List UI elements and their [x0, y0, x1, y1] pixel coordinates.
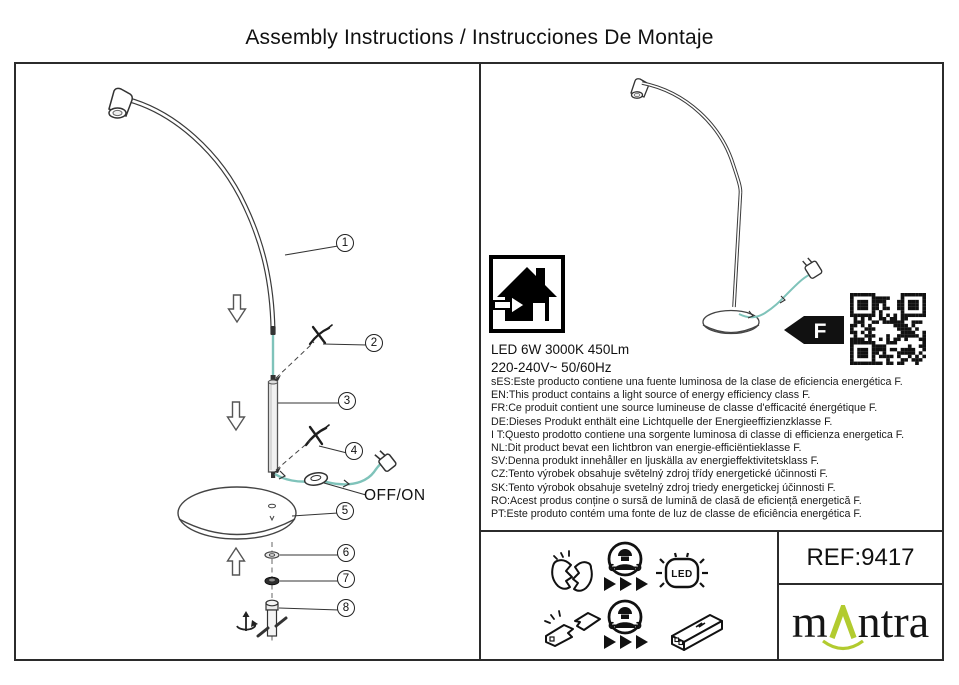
language-line: EN:This product contains a light source of energy efficiency class F. — [491, 389, 811, 402]
brand-caret-icon — [829, 605, 857, 639]
exploded-lamp-diagram — [16, 64, 479, 663]
power-cord — [275, 459, 386, 484]
led-lamp-icon — [655, 552, 709, 596]
led-label: LED — [671, 569, 693, 580]
nut — [265, 577, 279, 585]
inline-switch — [304, 471, 329, 487]
language-line: sES:Este producto contiene una fuente luminosa de la clase de eficiencia energética F. — [491, 376, 903, 388]
lamp-base — [178, 487, 296, 539]
language-notes — [491, 376, 943, 521]
part-label-1: 1 — [336, 234, 354, 252]
arc-arm — [122, 98, 276, 335]
language-line: SK:Tento výrobok obsahuje svetelný zdroj triedy energetickej účinnosti F. — [491, 481, 836, 494]
technician-icon — [606, 540, 644, 578]
rotate-icon — [237, 611, 258, 631]
language-line: DE:Dieses Produkt enthält eine Lichtquelle der Energieeffizienzklasse F. — [491, 415, 833, 428]
brand-text-left: m — [791, 596, 828, 647]
main-frame — [14, 62, 944, 661]
part-label-6: 6 — [337, 544, 355, 562]
arrows-right-icon — [604, 576, 650, 592]
down-arrow-icon — [229, 295, 246, 322]
language-line: FR:Ce produit contient une source lumineuse de classe d'efficacité énergétique F. — [491, 402, 878, 415]
switch-label: OFF/ON — [364, 487, 426, 504]
part-label-3: 3 — [338, 392, 356, 410]
broken-driver-icon — [542, 604, 604, 654]
mini-lamp-base — [703, 311, 759, 334]
screw-icon — [306, 425, 329, 445]
up-arrow-icon — [228, 548, 245, 575]
energy-class-arrow — [782, 314, 846, 346]
arrows-right-icon — [604, 634, 650, 650]
brand-text-right: ntra — [857, 596, 930, 647]
language-line: RO:Acest produs conține o sursă de lumină de clasă de eficiență energetică F. — [491, 494, 862, 507]
mini-plug-icon — [801, 255, 823, 279]
part-label-4: 4 — [345, 442, 363, 460]
page-title: Assembly Instructions / Instrucciones De Montaje — [245, 26, 714, 49]
part-label-8: 8 — [337, 599, 355, 617]
screw-icon — [310, 325, 332, 344]
spec-line-led: LED 6W 3000K 450Lm — [491, 342, 630, 357]
part-label-7: 7 — [337, 570, 355, 588]
spec-lines — [491, 341, 629, 376]
part-label-2: 2 — [365, 334, 383, 352]
washer — [265, 552, 279, 558]
mini-lamp-head — [631, 79, 648, 98]
part-label-5: 5 — [336, 502, 354, 520]
brand-smile-icon — [820, 639, 866, 653]
reference-number: REF:9417 — [806, 543, 915, 571]
language-line: PT:Este produto contém uma fonte de luz de classe de eficiência energética F. — [491, 508, 862, 521]
qr-code — [850, 293, 926, 365]
broken-led-icon — [547, 550, 597, 596]
language-line: I T:Questo prodotto contiene una sorgente luminosa di classe di efficienza energetica F. — [491, 428, 905, 441]
down-arrow-icon — [228, 402, 245, 430]
language-line: SV:Denna produkt innehåller en ljuskälla av energieffektivitetsklass F. — [491, 455, 819, 468]
driver-box-icon — [666, 608, 728, 654]
language-line: NL:Dit product bevat een lichtbron van energie-efficiëntieklasse F. — [491, 442, 802, 455]
energy-class-letter: F — [813, 320, 827, 343]
language-line: CZ:Tento výrobek obsahuje světelný zdroj třídy energetické účinnosti F. — [491, 468, 828, 481]
technician-icon — [606, 598, 644, 636]
spec-line-voltage: 220-240V~ 50/60Hz — [491, 359, 612, 375]
fixing-bolt — [258, 600, 286, 636]
lamp-head-icon — [109, 88, 132, 118]
lamp-pole — [268, 380, 277, 478]
indoor-use-icon — [489, 255, 565, 333]
brand-logo — [779, 585, 942, 659]
